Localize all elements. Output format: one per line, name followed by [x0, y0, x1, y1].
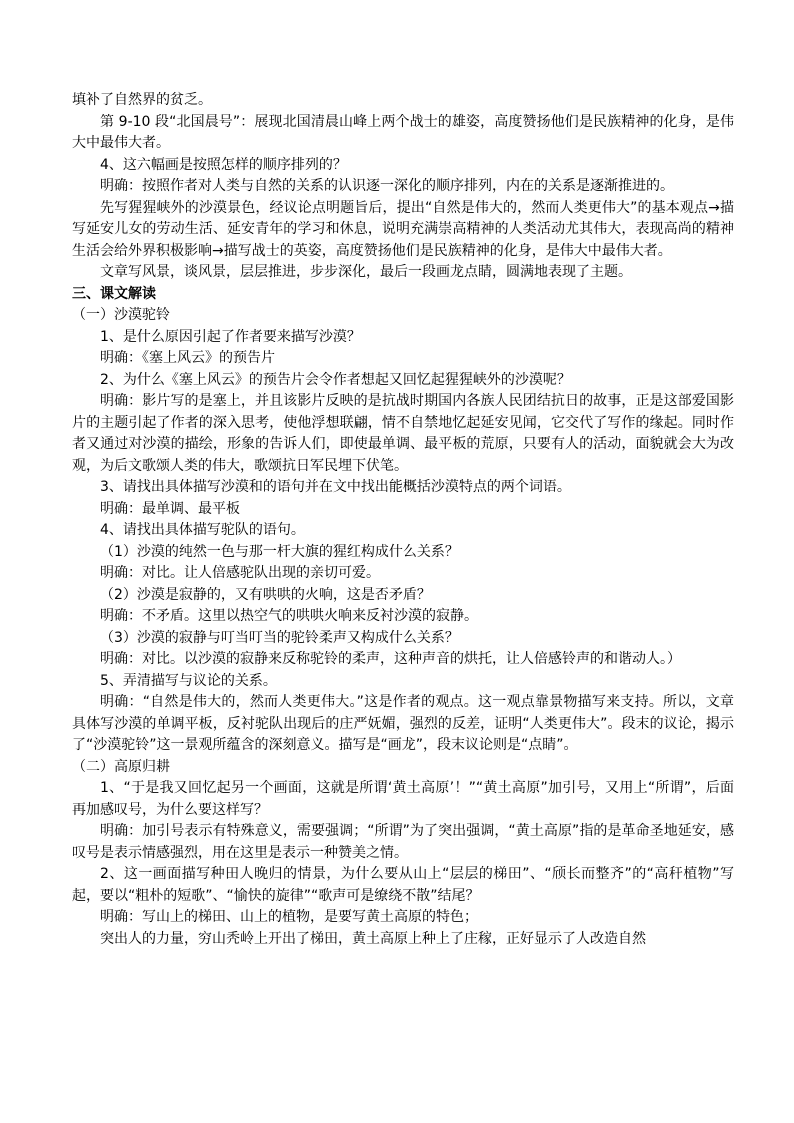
question-2-farmers-return: 2、这一画面描写种田人晚归的情景，为什么要从山上“层层的梯田”、“颀长而整齐”的“高秆植物”写起，要以“粗朴的短歌”、“愉快的旋律”“歌声可是缭绕不散”结尾？: [72, 866, 734, 904]
answer-4-order: 明确：按照作者对人类与自然的关系的认识逐一深化的顺序排列，内在的关系是逐渐推进的。: [100, 178, 674, 194]
answer-5-description-argument: 明确：“自然是伟大的，然而人类更伟大。”这是作者的观点。这一观点靠景物描写来支持。所以，文章具体写沙漠的单调平板，反衬驼队出现后的庄严妩媚，强烈的反差，证明“人类更伟大”。段末的议论，揭示了“沙漠驼铃”这一景观所蕴含的深刻意义。描写是“画龙”，段末议论则是“点睛”。: [72, 694, 734, 753]
question-4-camel-team: 4、请找出具体描写驼队的语句。: [100, 522, 305, 538]
question-4-order: 4、这六幅画是按照怎样的顺序排列的？: [100, 156, 347, 173]
answer-1-desert: 明确：《塞上风云》的预告片: [100, 350, 275, 366]
paragraph-conclusion: 文章写风景，谈风景，层层推进，步步深化，最后一段画龙点睛，圆满地表现了主题。: [100, 264, 632, 280]
answer-2-trailer: 明确：影片写的是塞上，并且该影片反映的是抗战时期国内各族人民团结抗日的故事，正是这部爱国影片的主题引起了作者的深入思考，使他浮想联翩，情不自禁地忆起延安见闻，它交代了写作的缘起。同时作者又通过对沙漠的描绘，形象的告诉人们，即使最单调、最平板的荒原，只要有人的活动，面貌就会大为改观，为后文歌颂人类的伟大，歌颂抗日军民埋下伏笔。: [72, 393, 734, 474]
paragraph-structure-summary: 先写猩猩峡外的沙漠景色，经议论点明题旨后，提出“自然是伟大的，然而人类更伟大”的基本观点→描写延安儿女的劳动生活、延安青年的学习和休息，说明充满崇高精神的人类活动尤其伟大，表现高尚的精神生活会给外界积极影响→描写战士的英姿，高度赞扬他们是民族精神的化身，是伟大中最伟大者。: [72, 199, 734, 259]
paragraph-section-9-10: 第 9-10 段“北国晨号”：展现北国清晨山峰上两个战士的雄姿，高度赞扬他们是民族精神的化身，是伟大中最伟大者。: [72, 113, 734, 151]
answer-3-desert-words: 明确：最单调、最平板: [100, 500, 240, 517]
sub-question-2-silence: （2）沙漠是寂静的，又有哄哄的火响，这是否矛盾？: [100, 586, 431, 603]
sub-answer-1-color: 明确：对比。让人倍感驼队出现的亲切可爱。: [100, 565, 380, 581]
section-heading-text-reading: 三、课文解读: [72, 285, 156, 302]
paragraph-human-power: 突出人的力量，穷山秃岭上开出了梯田，黄土高原上种上了庄稼，正好显示了人改造自然: [100, 930, 646, 947]
question-5-description-argument: 5、弄清描写与议论的关系。: [100, 672, 277, 689]
sub-question-3-bells: （3）沙漠的寂静与叮当叮当的驼铃柔声又构成什么关系？: [100, 629, 459, 646]
sub-answer-3-bells: 明确：对比。以沙漠的寂静来反称驼铃的柔声，这种声音的烘托，让人倍感铃声的和谐动人。）: [100, 651, 681, 667]
question-3-desert-words: 3、请找出具体描写沙漠和的语句并在文中找出能概括沙漠特点的两个词语。: [100, 479, 571, 495]
question-1-loess-plateau: 1、“于是我又回忆起另一个画面，这就是所谓‘黄土高原’！”“黄土高原”加引号，又用上“所谓”，后面再加感叹号，为什么要这样写？: [72, 780, 734, 818]
subheading-desert-camel-bells: （一）沙漠驼铃: [72, 307, 170, 323]
question-1-desert: 1、是什么原因引起了作者要来描写沙漠？: [100, 328, 361, 345]
answer-1-loess-plateau: 明确：加引号表示有特殊意义，需要强调；“所谓”为了突出强调，“黄土高原”指的是革命圣地延安，感叹号是表示情感强烈，用在这里是表示一种赞美之情。: [72, 823, 734, 861]
document-body: [72, 90, 734, 950]
paragraph-continuation: 填补了自然界的贫乏。: [72, 92, 212, 108]
sub-answer-2-silence: 明确：不矛盾。这里以热空气的哄哄火响来反衬沙漠的寂静。: [100, 608, 478, 624]
question-2-trailer: 2、为什么《塞上风云》的预告片会令作者想起又回忆起猩猩峡外的沙漠呢？: [100, 371, 571, 388]
subheading-plateau-return: （二）高原归耕: [72, 758, 170, 775]
answer-2-farmers-return: 明确：写山上的梯田、山上的植物，是要写黄土高原的特色；: [100, 909, 478, 925]
sub-question-1-color: （1）沙漠的纯然一色与那一杆大旗的猩红构成什么关系？: [100, 543, 459, 560]
